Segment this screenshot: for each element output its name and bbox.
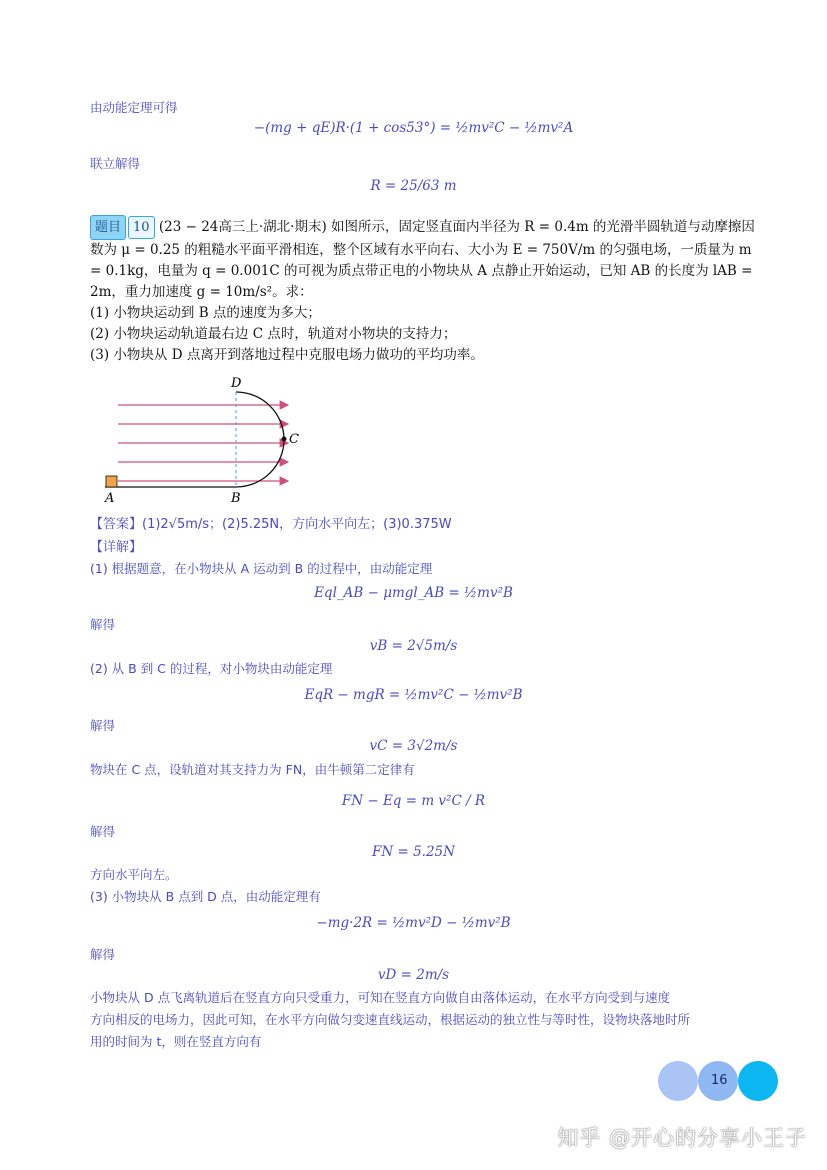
solution-text: 方向水平向左。 (90, 867, 178, 882)
question-2: (2) 小物块运动轨道最右边 C 点时，轨道对小物块的支持力； (90, 326, 457, 342)
solution-text: (2) 从 B 到 C 的过程，对小物块由动能定理 (90, 661, 333, 676)
page-decor-circle-right (738, 1061, 778, 1101)
question-3: (3) 小物块从 D 点离开到落地过程中克服电场力做功的平均功率。 (90, 347, 484, 363)
label-c: C (289, 432, 299, 447)
label-a: A (105, 491, 115, 506)
solution-text: 联立解得 (90, 156, 141, 171)
solution-paragraph-line: 方向相反的电场力，因此可知，在水平方向做匀变速直线运动，根据运动的独立性与等时性，设物块落地时所 (90, 1012, 691, 1027)
semicircle-track (236, 392, 284, 487)
solution-paragraph-line: 用的时间为 t，则在竖直方向有 (90, 1034, 262, 1049)
solution-text: 解得 (90, 617, 116, 632)
equation: vC = 3√2m/s (369, 738, 458, 754)
question-1: (1) 小物块运动到 B 点的速度为多大； (90, 305, 321, 321)
solution-paragraph-line: 小物块从 D 点飞离轨道后在竖直方向只受重力，可知在竖直方向做自由落体运动，在水平方向受到与速度 (90, 990, 671, 1005)
solution-text: (1) 根据题意，在小物块从 A 运动到 B 的过程中，由动能定理 (90, 561, 433, 576)
answer: 【答案】(1)2√5m/s；(2)5.25N，方向水平向左；(3)0.375W (90, 517, 452, 532)
equation: FN = 5.25N (372, 844, 455, 860)
equation: R = 25/63 m (370, 178, 457, 194)
equation: −mg·2R = ½mv²D − ½mv²B (316, 915, 511, 931)
solution-text: 解得 (90, 824, 116, 839)
page-number: 16 (711, 1073, 728, 1088)
equation: EqR − mgR = ½mv²C − ½mv²B (304, 687, 523, 703)
block-icon (106, 476, 117, 487)
label-d: D (231, 376, 242, 391)
solution-text: 解得 (90, 718, 116, 733)
problem-number: 10 (128, 216, 155, 239)
solution-text: 物块在 C 点，设轨道对其支持力为 FN，由牛顿第二定律有 (90, 762, 415, 777)
watermark: 知乎 @开心的分享小王子 (557, 1126, 807, 1150)
equation: vB = 2√5m/s (369, 638, 458, 654)
solution-text: (3) 小物块从 B 点到 D 点，由动能定理有 (90, 889, 321, 904)
solution-text: 由动能定理可得 (90, 100, 178, 115)
equation: vD = 2m/s (377, 967, 450, 983)
problem-statement (90, 215, 770, 366)
page-decor-circle-left (658, 1061, 698, 1101)
problem-text-line: = 0.1kg，电量为 q = 0.001C 的可视为质点带正电的小物块从 A 点静止开始运动，已知 AB 的长度为 lAB = (90, 263, 753, 279)
detail-label: 【详解】 (90, 540, 143, 555)
physics-diagram (100, 372, 320, 507)
label-b: B (231, 491, 241, 506)
equation: FN − Eq = m v²C / R (341, 793, 486, 809)
problem-text-line: 数为 μ = 0.25 的粗糙水平面平滑相连，整个区域有水平向右、大小为 E = 750V/m 的匀强电场，一质量为 m (90, 242, 752, 258)
equation: −(mg + qE)R·(1 + cos53°) = ½mv²C − ½mv²A (253, 120, 574, 136)
problem-text-line: 2m，重力加速度 g = 10m/s²。求： (90, 284, 313, 300)
equation: Eql_AB − μmgl_AB = ½mv²B (314, 585, 513, 601)
problem-tag: 题目 (90, 215, 126, 240)
problem-text-line: (23 − 24高三上·湖北·期末) 如图所示，固定竖直面内半径为 R = 0.4m 的光滑半圆轨道与动摩擦因 (158, 219, 755, 235)
point-c-dot (282, 437, 287, 442)
solution-text: 解得 (90, 947, 116, 962)
electric-field-lines (118, 405, 288, 481)
